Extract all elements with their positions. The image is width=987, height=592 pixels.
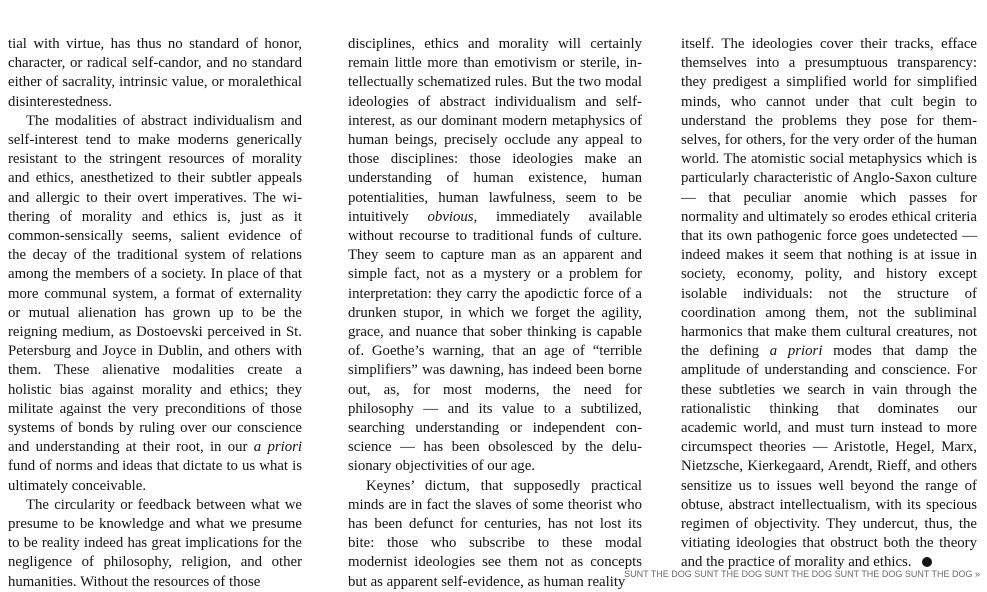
paragraph [681,35,977,573]
paragraph-text: The circularity or feedback between what we presume to be knowledge and what we presume to be reality indeed has great implications for the negligence of philosophy, religion, and other humanities. Without the resources of those [8,496,302,590]
paragraph [348,35,642,477]
end-of-article-bullet-icon [922,557,932,567]
italic-phrase: a priori [769,343,823,360]
text-column-3 [681,35,977,573]
paragraph-text: modes that damp the amplitude of understanding and conscience. For these subtleties we search in vain through the rationalistic thinking that dominates our academic world, and must turn instead to more circumspect theories — Aristotle, Hegel, Marx, Nietzsche, Kierkegaard, Arendt, Rieff, and others sensitize us to issues well beyond the range of obtuse, abstract intellectualism, with its specious regimen of objectivity. They undercut, thus, the vitiating ideologies that obstruct both the theory and the practice of morality and ethics. [681,343,978,571]
italic-phrase: obvious, [427,208,478,225]
paragraph-text: Keynes’ dictum, that supposedly practical minds are in fact the slaves of some theorist who has been defunct for centuries, has not lost its bite: those who subscribe to these modal modernist ideologies see them not as concepts but as apparent self-evidence, as human reality [348,477,642,590]
paragraph-text: fund of norms and ideas that dictate to us what is ultimately conceivable. [8,458,302,494]
text-column-2 [348,35,642,592]
footer-strip: SUNT THE DOG SUNT THE DOG SUNT THE DOG SUNT THE DOG SUNT THE DOG » [624,570,980,579]
paragraph-text: immediately available without recourse to traditional funds of culture. They seem to capture man as an apparent and simple fact, not as a mystery or a problem for interpretation: they carry the apodictic force of a drunken stupor, in which we forget the agility, grace, and nuance that sober thinking is capable of. Goethe’s warning, that an age of “terrible simplifiers” was dawning, has indeed been borne out, as, for most moderns, the need for philosophy — and its value to a subtilized, searching understanding or independent conscience — has been obsolesced by the delusionary objectivities of our age. [348,208,643,475]
paragraph [8,112,302,496]
paragraph [8,496,302,592]
paragraph-text: itself. The ideologies cover their tracks, efface themselves into a presumptuous transparency: they predigest a simplified world for simplified minds, who cannot under that cult begin to understand the problems they pose for themselves, for others, for the very order of the human world. The atomistic social metaphysics which is particularly characteristic of Anglo-Saxon culture — that peculiar anomie which passes for normality and ultimately so erodes ethical criteria that its own pathogenic force goes undetected — indeed makes it seem that nothing is at issue in society, economy, polity, and history except isolable individuals: not the structure of coordination among them, not the subliminal harmonics that make them cultural creatures, not the defining [681,36,977,360]
paragraph [8,35,302,112]
paragraph-text: disciplines, ethics and morality will certainly remain little more than emotivism or sterile, intellectually schematized rules. But the two modal ideologies of abstract individualism and self-interest, as our dominant modern metaphysics of human beings, precisely occlude any appeal to those disciplines: those ideologies make an understanding of human existence, human potentialities, human lawfulness, seem to be intuitively [348,36,642,225]
italic-phrase: a priori [253,439,303,456]
text-column-1 [8,35,302,592]
paragraph-text: The modalities of abstract individualism and self-interest tend to make moderns generically resistant to the stringent resources of morality and ethics, anesthetized to their subtler appeals and allergic to their overt imperatives. The withering of morality and ethics is, just as it common-sensically seems, salient evidence of the decay of the traditional system of relations among the members of a society. In place of that more communal system, a format of externality or mutual alienation has grown up to be the reigning medium, as Dostoevski perceived in St. Petersburg and Joyce in Dublin, and others with them. These alienative modalities create a holistic bias against morality and ethics; they militate against the very preconditions of those systems of bonds by ruling over our conscience and understanding at their root, in our [8,112,302,456]
paragraph-text: tial with virtue, has thus no standard of honor, character, or radical self-candor, and no standard either of sacrality, intrinsic value, or moralethical disinterestedness. [8,36,302,110]
